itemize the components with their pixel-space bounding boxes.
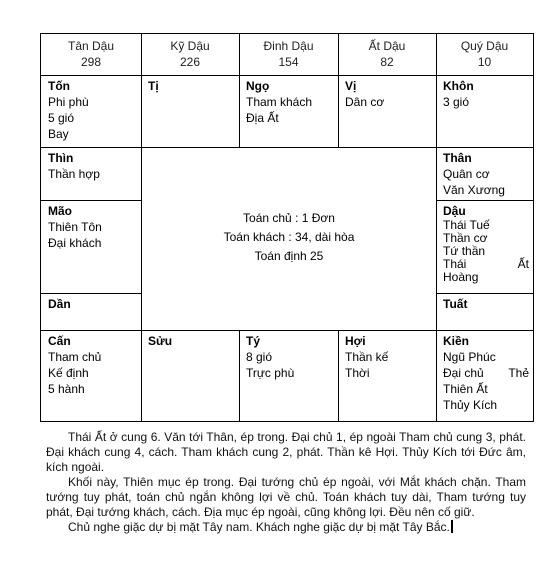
header-cell: [436, 34, 533, 75]
palace-name: Tuất: [443, 297, 468, 311]
palace-line: Thời: [345, 366, 370, 380]
header-cell: [239, 34, 338, 75]
palace-line: 5 hành: [48, 382, 85, 396]
toan-dinh: Toán định 25: [254, 249, 324, 263]
palace-ton: [41, 76, 141, 142]
palace-line: Thiên Ất: [443, 382, 488, 396]
header-value: 82: [380, 55, 394, 69]
palace-line: Đại chủ Thẻ: [443, 366, 529, 380]
palace-ty: [239, 331, 338, 381]
palace-line: 8 gió: [246, 350, 273, 364]
palace-name: Tý: [246, 334, 261, 348]
header-cell: [41, 34, 141, 75]
palace-name: Thân: [443, 151, 472, 165]
palace-name: Hợi: [345, 334, 366, 348]
palace-line: 5 gió: [48, 111, 75, 125]
palace-line: Thủy Kích: [443, 398, 498, 412]
palace-name: Tị: [148, 79, 159, 93]
palace-mao: [41, 201, 141, 251]
palace-line: Trực phù: [246, 366, 295, 380]
palace-ti: [141, 76, 239, 94]
palace-line: Thần cơ: [443, 231, 488, 245]
palace-name: Kiền: [443, 334, 470, 348]
palace-can: [41, 331, 141, 397]
palace-suu: [141, 331, 239, 349]
palace-than: [436, 148, 533, 198]
palace-line: Địa Ất: [246, 111, 279, 125]
palace-name: Thìn: [48, 151, 74, 165]
header-value: 226: [179, 55, 201, 69]
palace-name: Sửu: [148, 334, 173, 348]
toan-khach: Toán khách : 34, dài hòa: [223, 230, 355, 244]
palace-line: Ngũ Phúc: [443, 350, 496, 364]
palace-line: Tứ thần: [443, 244, 486, 258]
header-label: Kỹ Dậu: [170, 39, 210, 53]
palace-line: Tham khách: [246, 95, 313, 109]
palace-khon: [436, 76, 533, 110]
palace-name: Dậu: [443, 204, 466, 218]
row-divider: [141, 147, 436, 148]
header-label: Đinh Dậu: [263, 39, 314, 53]
header-value: 10: [477, 55, 492, 69]
commentary-text[interactable]: [46, 430, 526, 535]
palace-dau: [436, 201, 533, 284]
palace-hoi: [338, 331, 436, 381]
palace-tuat: [436, 294, 533, 312]
palace-line: Dân cơ: [345, 95, 385, 109]
calculation-summary: [142, 209, 436, 266]
palace-line: 3 gió: [443, 95, 470, 109]
paragraph: Chủ nghe giặc dự bị mặt Tây nam. Khách nghe giặc dự bị mặt Tây Bắc.: [46, 520, 526, 535]
header-value: 154: [278, 55, 299, 69]
palace-vi: [338, 76, 436, 110]
palace-line: Văn Xương: [443, 183, 505, 197]
header-label: Ất Dậu: [368, 39, 406, 53]
palace-line: Thần kế: [345, 350, 389, 364]
toan-chu: Toán chủ : 1 Đơn: [243, 211, 335, 225]
palace-kien: [436, 331, 533, 413]
palace-name: Mão: [48, 204, 72, 218]
palace-line: Thái Tuế: [443, 218, 490, 232]
header-label: Quý Dậu: [460, 39, 509, 53]
palace-line: Quân cơ: [443, 167, 490, 181]
text-cursor: [451, 520, 453, 533]
palace-chart: [40, 33, 534, 422]
palace-line: Thần hợp: [48, 167, 100, 181]
palace-line: Kế định: [48, 366, 89, 380]
palace-line: Tham chủ: [48, 350, 102, 364]
header-label: Tân Dậu: [67, 39, 115, 53]
palace-line: Hoàng: [443, 270, 479, 284]
palace-dan: [41, 294, 141, 312]
header-cell: [338, 34, 436, 75]
palace-name: Tốn: [48, 79, 70, 93]
palace-name: Vị: [345, 79, 357, 93]
palace-name: Dần: [48, 297, 71, 311]
paragraph: Thái Ất ở cung 6. Văn tới Thân, ép trong. Đại chủ 1, ép ngoài Tham chủ cung 3, phát. Đại khách cung 4, cách. Tham khách cung 2, phát. Thần kê Hợi. Thủy Kích tới Đức âm, kích ngoài.: [46, 430, 526, 474]
palace-name: Ngọ: [246, 79, 270, 93]
palace-line: Thiên Tôn: [48, 220, 102, 234]
header-cell: [141, 34, 239, 75]
header-value: 298: [80, 55, 102, 69]
palace-name: Cấn: [48, 334, 71, 348]
palace-thin: [41, 148, 141, 182]
palace-name: Khôn: [443, 79, 474, 93]
palace-line: Phi phù: [48, 95, 89, 109]
paragraph: Khối này, Thiên mục ép trong. Đại tướng chủ ép ngoài, với Mắt khách chặn. Tham tướng tuy phát, toán chủ ngắn không lợi về chủ. Toán khách tuy dài, Tham tướng tuy phát, Đại tướng khách, cách. Địa mục ép ngoài, cũng không lợi. Đều nên cố giữ.: [46, 475, 526, 519]
palace-line: Bay: [48, 127, 69, 141]
palace-line: Đại khách: [48, 236, 102, 250]
palace-ngo: [239, 76, 338, 126]
palace-line: Thái Ất: [443, 257, 529, 271]
